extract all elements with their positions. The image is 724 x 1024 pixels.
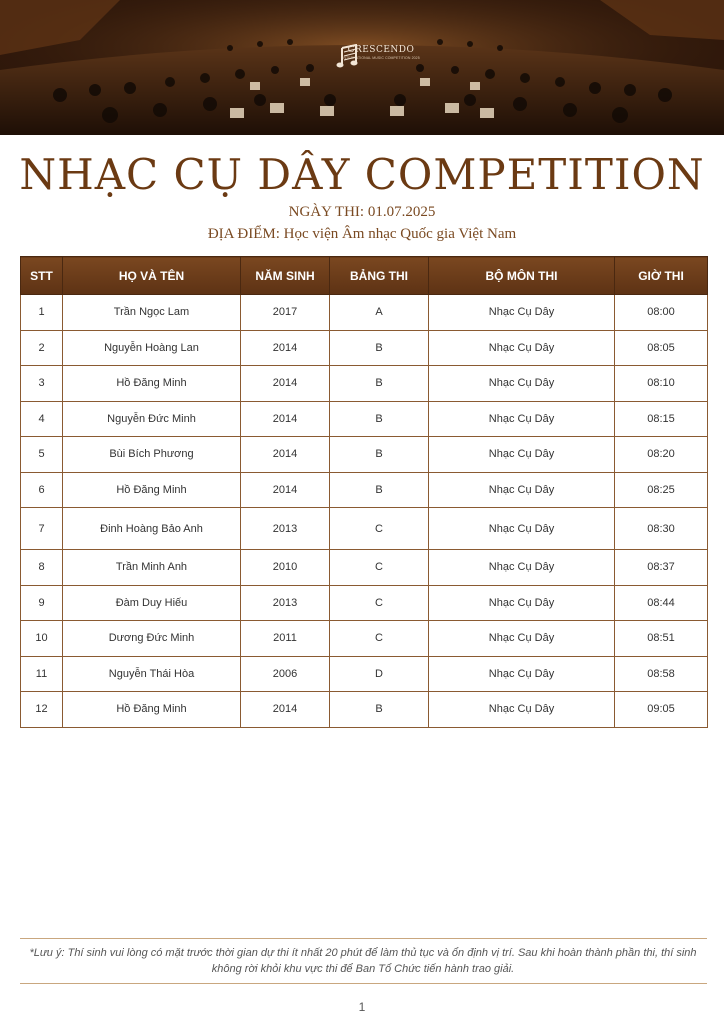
cell-stt: 11: [21, 656, 63, 692]
cell-time: 08:15: [615, 401, 708, 437]
cell-birth-year: 2014: [241, 401, 330, 437]
table-header-row: [21, 257, 708, 295]
table-row: [21, 585, 708, 621]
cell-time: 08:37: [615, 550, 708, 586]
table-row: [21, 295, 708, 331]
cell-group: A: [330, 295, 429, 331]
crescendo-logo: [336, 44, 426, 94]
cell-stt: 8: [21, 550, 63, 586]
table-row: [21, 692, 708, 728]
cell-time: 08:30: [615, 508, 708, 550]
cell-full-name: Nguyễn Hoàng Lan: [63, 330, 241, 366]
page-number: 1: [358, 1000, 366, 1014]
cell-stt: 10: [21, 621, 63, 657]
cell-time: 08:05: [615, 330, 708, 366]
cell-time: 08:58: [615, 656, 708, 692]
table-row: [21, 621, 708, 657]
cell-group: C: [330, 550, 429, 586]
cell-full-name: Hồ Đăng Minh: [63, 472, 241, 508]
cell-group: C: [330, 508, 429, 550]
cell-subject: Nhạc Cụ Dây: [429, 437, 615, 473]
schedule-table: [20, 256, 707, 728]
header-birth-year: NĂM SINH: [241, 257, 330, 295]
cell-stt: 9: [21, 585, 63, 621]
cell-subject: Nhạc Cụ Dây: [429, 656, 615, 692]
table-row: [21, 472, 708, 508]
header-time: GIỜ THI: [615, 257, 708, 295]
exam-date: NGÀY THI: 01.07.2025: [288, 204, 436, 220]
cell-subject: Nhạc Cụ Dây: [429, 472, 615, 508]
cell-time: 08:44: [615, 585, 708, 621]
header-group: BẢNG THI: [330, 257, 429, 295]
cell-full-name: Dương Đức Minh: [63, 621, 241, 657]
cell-full-name: Bùi Bích Phương: [63, 437, 241, 473]
cell-birth-year: 2017: [241, 295, 330, 331]
cell-birth-year: 2014: [241, 437, 330, 473]
cell-group: B: [330, 330, 429, 366]
cell-stt: 5: [21, 437, 63, 473]
footer-note: *Lưu ý: Thí sinh vui lòng có mặt trước thời gian dự thi ít nhất 20 phút để làm thủ tục và ổn định vị trí. Sau khi hoàn thành phần thi, thí sinh không rời khỏi khu vực thi để Ban Tổ Chức tiến hành trao giải.: [29, 947, 697, 975]
cell-group: B: [330, 472, 429, 508]
cell-full-name: Nguyễn Thái Hòa: [63, 656, 241, 692]
cell-subject: Nhạc Cụ Dây: [429, 550, 615, 586]
header-full-name: HỌ VÀ TÊN: [63, 257, 241, 295]
cell-full-name: Đàm Duy Hiếu: [63, 585, 241, 621]
cell-full-name: Hồ Đăng Minh: [63, 692, 241, 728]
cell-birth-year: 2013: [241, 508, 330, 550]
cell-time: 09:05: [615, 692, 708, 728]
header-stt: STT: [21, 257, 63, 295]
logo-subtext: INTERNATIONAL MUSIC COMPETITION 2025: [342, 56, 420, 60]
cell-stt: 4: [21, 401, 63, 437]
cell-full-name: Đinh Hoàng Bảo Anh: [63, 508, 241, 550]
cell-stt: 12: [21, 692, 63, 728]
cell-group: C: [330, 621, 429, 657]
header-banner: [0, 0, 724, 135]
cell-stt: 2: [21, 330, 63, 366]
cell-birth-year: 2013: [241, 585, 330, 621]
cell-birth-year: 2014: [241, 330, 330, 366]
cell-stt: 3: [21, 366, 63, 402]
cell-full-name: Nguyễn Đức Minh: [63, 401, 241, 437]
cell-group: B: [330, 366, 429, 402]
cell-stt: 7: [21, 508, 63, 550]
table-row: [21, 550, 708, 586]
cell-birth-year: 2011: [241, 621, 330, 657]
logo-text: CRESCENDO: [347, 45, 415, 55]
cell-group: D: [330, 656, 429, 692]
cell-birth-year: 2010: [241, 550, 330, 586]
cell-stt: 1: [21, 295, 63, 331]
cell-stt: 6: [21, 472, 63, 508]
cell-group: B: [330, 437, 429, 473]
cell-time: 08:00: [615, 295, 708, 331]
cell-birth-year: 2014: [241, 472, 330, 508]
cell-group: B: [330, 401, 429, 437]
cell-subject: Nhạc Cụ Dây: [429, 585, 615, 621]
cell-birth-year: 2006: [241, 656, 330, 692]
note-divider-bottom: [20, 983, 707, 984]
cell-time: 08:10: [615, 366, 708, 402]
cell-subject: Nhạc Cụ Dây: [429, 366, 615, 402]
cell-time: 08:25: [615, 472, 708, 508]
cell-birth-year: 2014: [241, 692, 330, 728]
cell-subject: Nhạc Cụ Dây: [429, 330, 615, 366]
cell-full-name: Trần Minh Anh: [63, 550, 241, 586]
table-row: [21, 656, 708, 692]
note-divider-top: [20, 938, 707, 939]
header-subject: BỘ MÔN THI: [429, 257, 615, 295]
table-row: [21, 437, 708, 473]
table-row: [21, 330, 708, 366]
cell-time: 08:51: [615, 621, 708, 657]
table-row: [21, 508, 708, 550]
music-note-logo-icon: [336, 44, 360, 70]
cell-birth-year: 2014: [241, 366, 330, 402]
cell-time: 08:20: [615, 437, 708, 473]
table-row: [21, 366, 708, 402]
cell-subject: Nhạc Cụ Dây: [429, 295, 615, 331]
cell-subject: Nhạc Cụ Dây: [429, 692, 615, 728]
cell-subject: Nhạc Cụ Dây: [429, 621, 615, 657]
cell-group: B: [330, 692, 429, 728]
cell-full-name: Trần Ngọc Lam: [63, 295, 241, 331]
table-row: [21, 401, 708, 437]
cell-group: C: [330, 585, 429, 621]
cell-subject: Nhạc Cụ Dây: [429, 401, 615, 437]
venue: ĐỊA ĐIỂM: Học viện Âm nhạc Quốc gia Việt Nam: [207, 226, 517, 242]
cell-subject: Nhạc Cụ Dây: [429, 508, 615, 550]
cell-full-name: Hồ Đăng Minh: [63, 366, 241, 402]
page-title: NHẠC CỤ DÂY COMPETITION: [19, 150, 705, 199]
